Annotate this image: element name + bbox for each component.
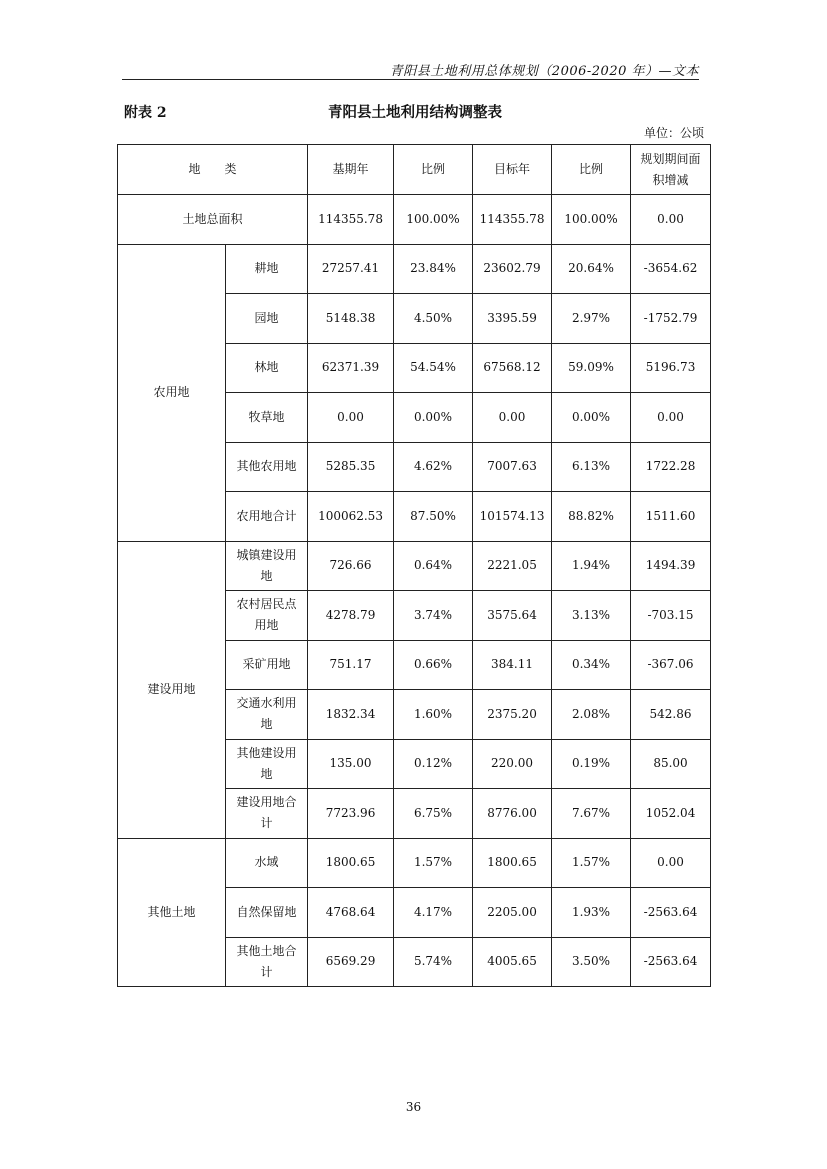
base-ratio: 4.50% [394,294,473,344]
total-change: 0.00 [631,195,711,245]
sub-category: 农村居民点用地 [226,591,308,641]
base-ratio: 0.00% [394,393,473,443]
header-target-year: 目标年 [473,145,552,195]
sub-category: 城镇建设用地 [226,541,308,591]
sub-category: 林地 [226,343,308,393]
group-label: 农用地 [118,244,226,541]
change-value: -2563.64 [631,888,711,938]
base-ratio: 6.75% [394,789,473,839]
change-value: 1052.04 [631,789,711,839]
total-row [118,195,711,245]
change-value: 0.00 [631,393,711,443]
target-ratio: 1.57% [552,838,631,888]
base-ratio: 1.57% [394,838,473,888]
change-value: 1494.39 [631,541,711,591]
land-structure-table [117,144,711,987]
total-target-ratio: 100.00% [552,195,631,245]
sub-category: 园地 [226,294,308,344]
target-ratio: 2.08% [552,690,631,740]
base-value: 135.00 [308,739,394,789]
target-ratio: 88.82% [552,492,631,542]
base-ratio: 3.74% [394,591,473,641]
target-ratio: 6.13% [552,442,631,492]
change-value: -1752.79 [631,294,711,344]
sub-category: 耕地 [226,244,308,294]
change-value: -703.15 [631,591,711,641]
change-value: 1511.60 [631,492,711,542]
change-value: -367.06 [631,640,711,690]
sub-category: 农用地合计 [226,492,308,542]
target-value: 7007.63 [473,442,552,492]
base-value: 4278.79 [308,591,394,641]
base-ratio: 0.66% [394,640,473,690]
base-value: 751.17 [308,640,394,690]
header-category: 地 类 [118,145,308,195]
target-value: 3575.64 [473,591,552,641]
sub-category: 水域 [226,838,308,888]
target-value: 101574.13 [473,492,552,542]
running-header: 青阳县土地利用总体规划（2006-2020 年）—文本 [389,64,699,79]
target-value: 23602.79 [473,244,552,294]
base-ratio: 54.54% [394,343,473,393]
target-ratio: 20.64% [552,244,631,294]
target-value: 8776.00 [473,789,552,839]
header-target-ratio: 比例 [552,145,631,195]
base-ratio: 1.60% [394,690,473,740]
appendix-label: 附表 2 [124,105,167,121]
sub-category: 其他建设用地 [226,739,308,789]
target-value: 4005.65 [473,937,552,987]
base-ratio: 0.64% [394,541,473,591]
table-row [118,838,711,888]
table-body [118,145,711,987]
target-ratio: 3.50% [552,937,631,987]
sub-category: 采矿用地 [226,640,308,690]
sub-category: 其他农用地 [226,442,308,492]
change-value: 1722.28 [631,442,711,492]
base-value: 5285.35 [308,442,394,492]
group-label: 其他土地 [118,838,226,987]
base-ratio: 4.62% [394,442,473,492]
header-base-ratio: 比例 [394,145,473,195]
page-number: 36 [405,1100,422,1114]
sub-category: 其他土地合计 [226,937,308,987]
target-value: 3395.59 [473,294,552,344]
base-ratio: 4.17% [394,888,473,938]
target-value: 1800.65 [473,838,552,888]
sub-category: 交通水利用地 [226,690,308,740]
table-title: 青阳县土地利用结构调整表 [328,104,502,121]
target-value: 2205.00 [473,888,552,938]
table-row [118,244,711,294]
sub-category: 建设用地合计 [226,789,308,839]
total-target: 114355.78 [473,195,552,245]
group-label: 建设用地 [118,541,226,838]
target-value: 2221.05 [473,541,552,591]
base-value: 27257.41 [308,244,394,294]
sub-category: 自然保留地 [226,888,308,938]
base-value: 6569.29 [308,937,394,987]
sub-category: 牧草地 [226,393,308,443]
base-value: 4768.64 [308,888,394,938]
target-value: 0.00 [473,393,552,443]
base-value: 1832.34 [308,690,394,740]
base-ratio: 5.74% [394,937,473,987]
target-ratio: 7.67% [552,789,631,839]
base-ratio: 87.50% [394,492,473,542]
total-base: 114355.78 [308,195,394,245]
target-ratio: 59.09% [552,343,631,393]
total-label: 土地总面积 [118,195,308,245]
target-ratio: 2.97% [552,294,631,344]
base-value: 1800.65 [308,838,394,888]
target-value: 220.00 [473,739,552,789]
change-value: 0.00 [631,838,711,888]
total-base-ratio: 100.00% [394,195,473,245]
base-value: 0.00 [308,393,394,443]
target-ratio: 0.00% [552,393,631,443]
target-value: 384.11 [473,640,552,690]
change-value: 85.00 [631,739,711,789]
base-value: 5148.38 [308,294,394,344]
target-value: 67568.12 [473,343,552,393]
target-ratio: 0.34% [552,640,631,690]
change-value: -2563.64 [631,937,711,987]
unit-note: 单位：公顷 [643,126,704,140]
header-rule [122,79,699,80]
table-row [118,541,711,591]
base-value: 7723.96 [308,789,394,839]
target-value: 2375.20 [473,690,552,740]
header-base-year: 基期年 [308,145,394,195]
target-ratio: 1.93% [552,888,631,938]
base-ratio: 23.84% [394,244,473,294]
target-ratio: 3.13% [552,591,631,641]
change-value: 5196.73 [631,343,711,393]
change-value: -3654.62 [631,244,711,294]
target-ratio: 1.94% [552,541,631,591]
change-value: 542.86 [631,690,711,740]
base-value: 726.66 [308,541,394,591]
base-value: 100062.53 [308,492,394,542]
base-ratio: 0.12% [394,739,473,789]
header-change: 规划期间面积增减 [631,145,711,195]
target-ratio: 0.19% [552,739,631,789]
header-row [118,145,711,195]
base-value: 62371.39 [308,343,394,393]
